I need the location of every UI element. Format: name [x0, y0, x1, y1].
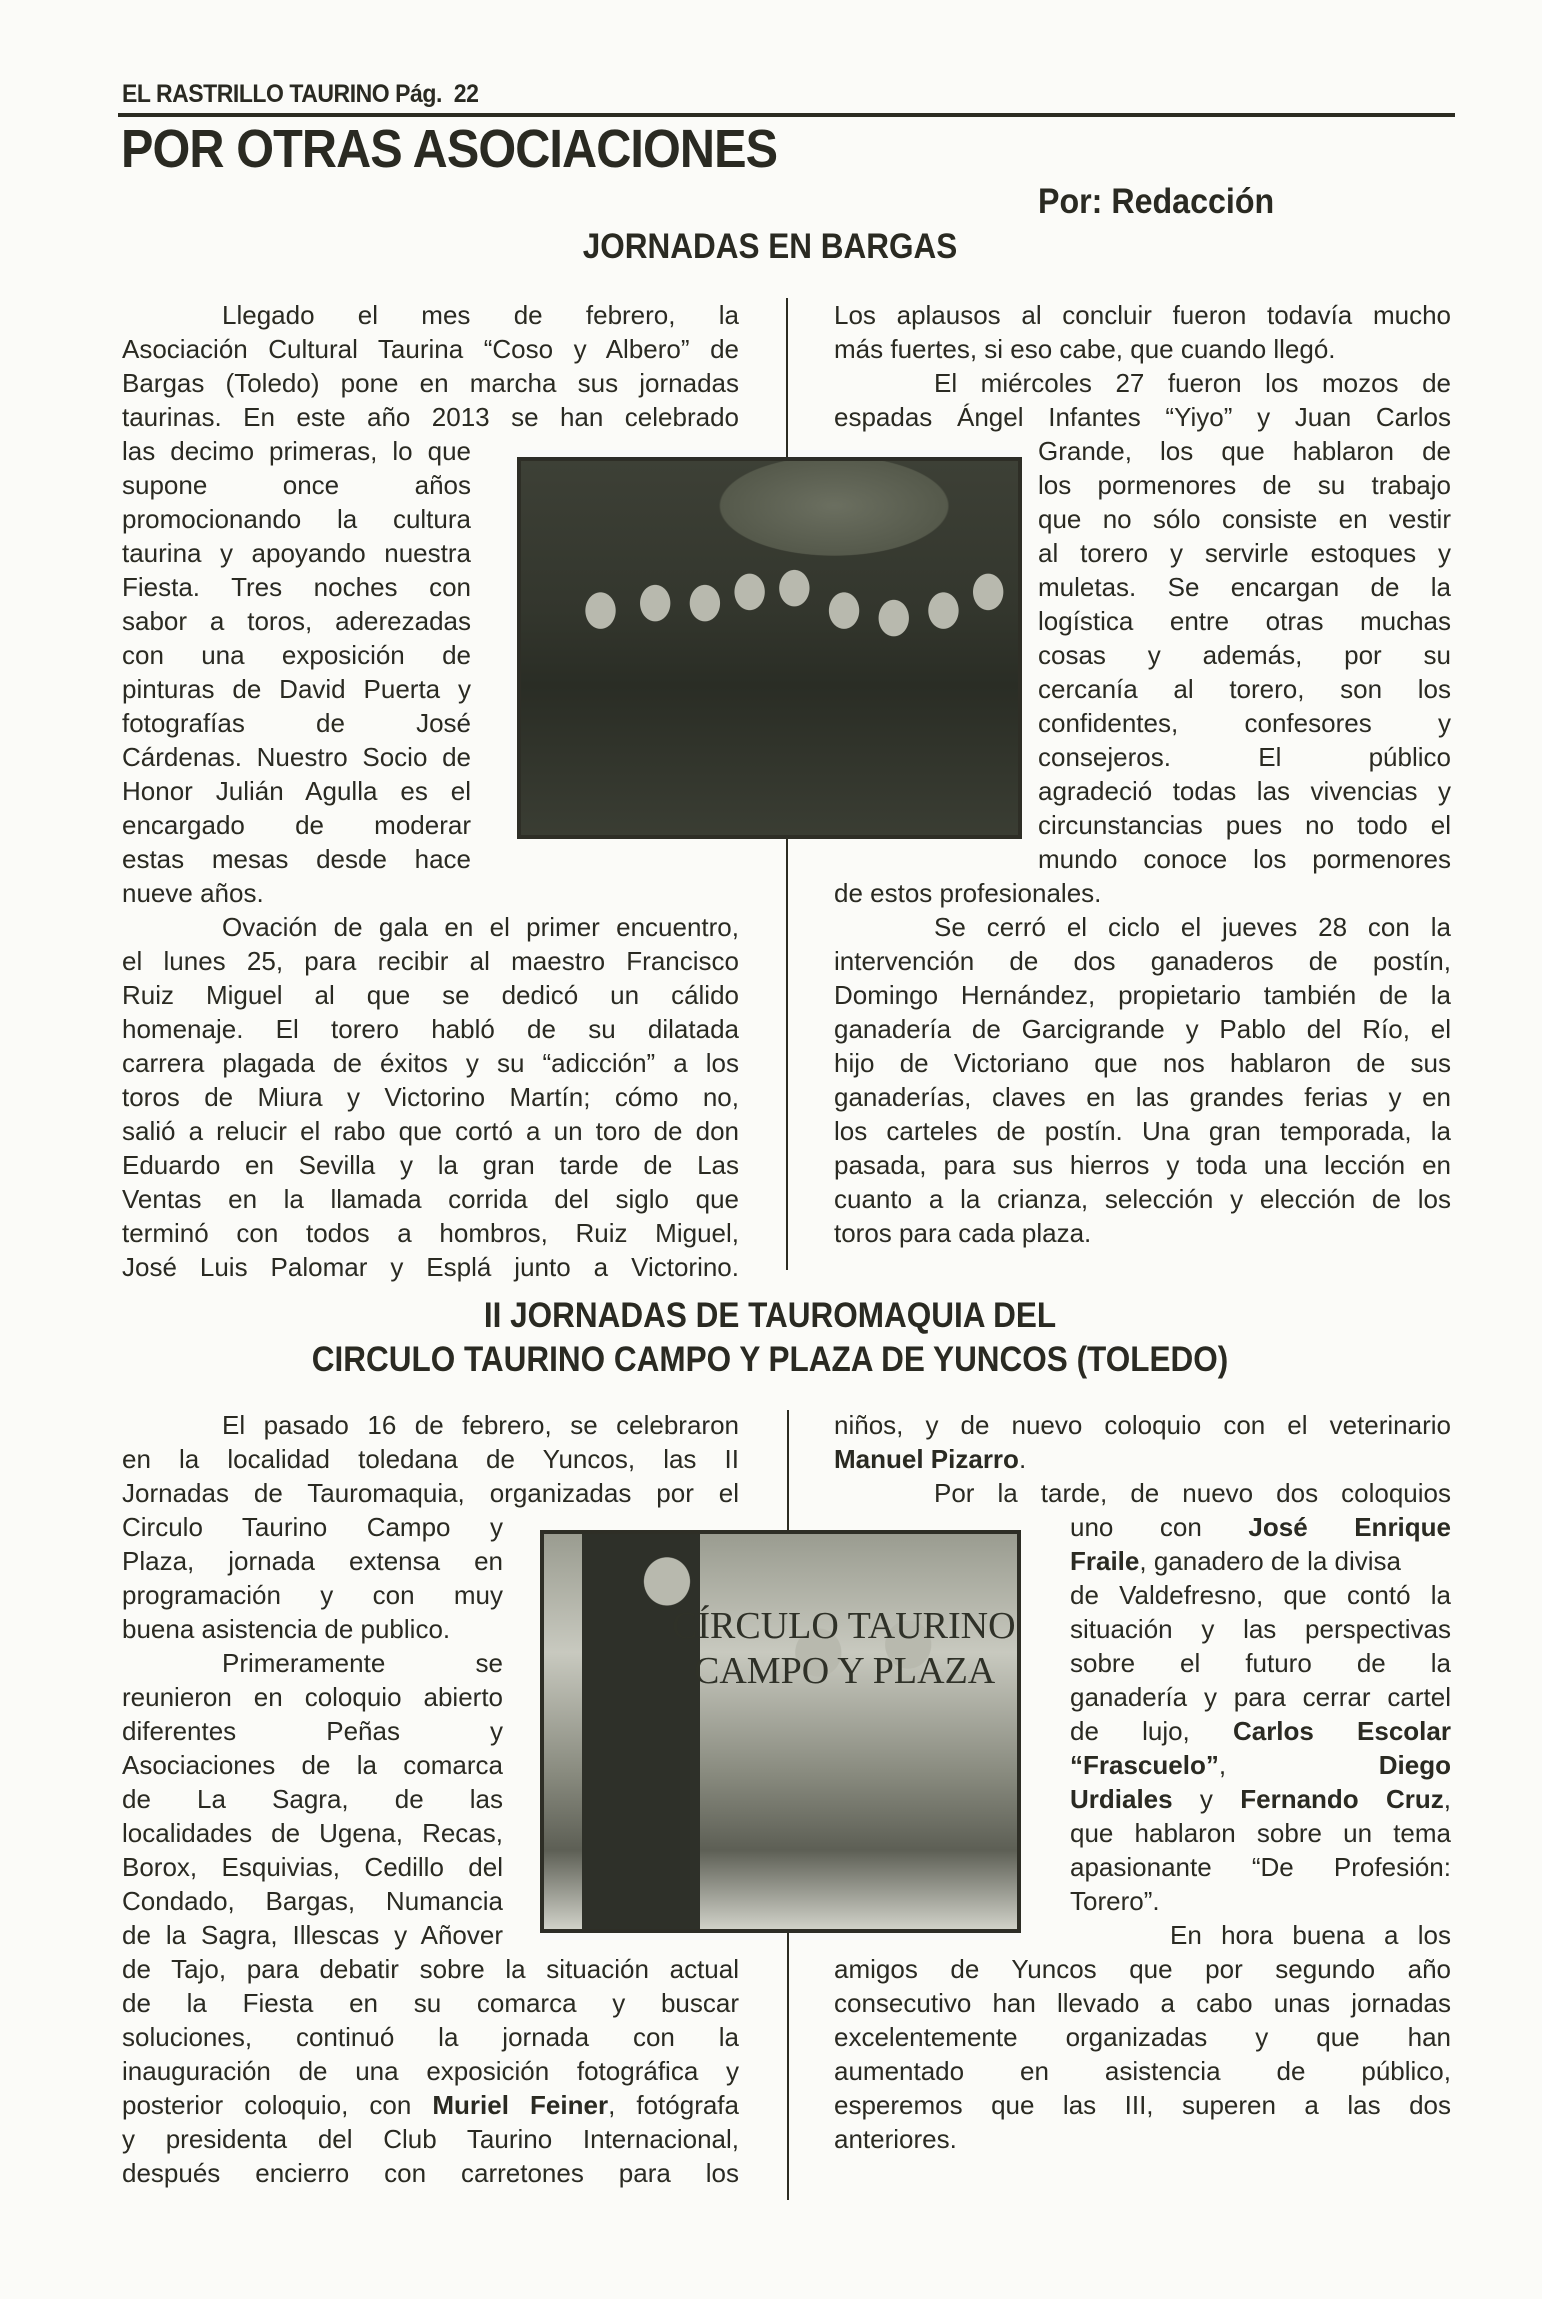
text-line: José Luis Palomar y Esplá junto a Victorino. [122, 1252, 739, 1282]
text-line: Grande, los que hablaron de [1038, 436, 1451, 466]
text-line: cercanía al torero, son los [1038, 674, 1451, 704]
text-line: circunstancias pues no todo el [1038, 810, 1451, 840]
bold-name: José Enrique [1248, 1512, 1452, 1542]
text-line: Jornadas de Tauromaquia, organizadas por el [122, 1478, 739, 1508]
text-line: Bargas (Toledo) pone en marcha sus jornadas [122, 368, 739, 398]
text-line: intervención de dos ganaderos de postín, [834, 946, 1451, 976]
text-line: los carteles de postín. Una gran temporada, la [834, 1116, 1451, 1146]
text-line: toros de Miura y Victorino Martín; cómo no, [122, 1082, 739, 1112]
text-line: nueve años. [122, 878, 264, 908]
text-line: situación y las perspectivas [1070, 1614, 1451, 1644]
text-line: apasionante “De Profesión: [1070, 1852, 1451, 1882]
text-line [1070, 1510, 1451, 1544]
text-line: mundo conoce los pormenores [1038, 844, 1451, 874]
photo-group-award-bargas [517, 457, 1022, 839]
text-line: pasada, para sus hierros y toda una lección en [834, 1150, 1451, 1180]
text-fragment: , ganadero de la divisa [1139, 1546, 1401, 1576]
text-line [834, 1442, 1451, 1476]
bold-name: “Frascuelo” [1070, 1750, 1219, 1780]
publication-name: EL RASTRILLO TAURINO [122, 80, 390, 108]
text-line: de la Sagra, Illescas y Añover [122, 1920, 503, 1950]
text-line: Cárdenas. Nuestro Socio de [122, 742, 471, 772]
text-line: soluciones, continuó la jornada con la [122, 2022, 739, 2052]
text-line: Ovación de gala en el primer encuentro, [222, 912, 739, 942]
text-line: programación y con muy [122, 1580, 503, 1610]
text-line: cuanto a la crianza, selección y elección de los [834, 1184, 1451, 1214]
text-line: promocionando la cultura [122, 504, 471, 534]
text-line: Domingo Hernández, propietario también de la [834, 980, 1451, 1010]
text-line: Ventas en la llamada corrida del siglo que [122, 1184, 739, 1214]
text-line: aumentado en asistencia de público, [834, 2056, 1451, 2086]
article2-headline-line1: II JORNADAS DE TAUROMAQUIA DEL [483, 1296, 1057, 1335]
text-line: Condado, Bargas, Numancia [122, 1886, 503, 1916]
text-line: y presidenta del Club Taurino Internacional, [122, 2124, 739, 2154]
article2-headline-line2: CIRCULO TAURINO CAMPO Y PLAZA DE YUNCOS (TOLEDO) [311, 1340, 1229, 1379]
text-line: Los aplausos al concluir fueron todavía mucho [834, 300, 1451, 330]
bold-name: Muriel Feiner [432, 2090, 609, 2120]
byline: Por: Redacción [1038, 182, 1275, 221]
text-line: taurina y apoyando nuestra [122, 538, 471, 568]
text-line: Llegado el mes de febrero, la [222, 300, 739, 330]
text-fragment: de lujo, [1070, 1716, 1233, 1746]
text-line: salió a relucir el rabo que cortó a un toro de don [122, 1116, 739, 1146]
text-line: las decimo primeras, lo que [122, 436, 471, 466]
text-line: ganaderías, claves en las grandes ferias y en [834, 1082, 1451, 1112]
text-line: amigos de Yuncos que por segundo año [834, 1954, 1451, 1984]
text-line: de Tajo, para debatir sobre la situación actual [122, 1954, 739, 1984]
text-line: Asociaciones de la comarca [122, 1750, 503, 1780]
text-line: excelentemente organizadas y que han [834, 2022, 1451, 2052]
text-line: Plaza, jornada extensa en [122, 1546, 503, 1576]
text-line: logística entre otras muchas [1038, 606, 1451, 636]
bold-name: Manuel Pizarro [834, 1444, 1019, 1474]
text-line: homenaje. El torero habló de su dilatada [122, 1014, 739, 1044]
text-line: agradeció todas las vivencias y [1038, 776, 1451, 806]
text-line: de Valdefresno, que contó la [1070, 1580, 1451, 1610]
text-line: El pasado 16 de febrero, se celebraron [222, 1410, 739, 1440]
text-line: encargado de moderar [122, 810, 471, 840]
text-line: Primeramente se [222, 1648, 503, 1678]
text-line: carrera plagada de éxitos y su “adicción” a los [122, 1048, 739, 1078]
text-line: más fuertes, si eso cabe, que cuando llegó. [834, 334, 1336, 364]
text-line: después encierro con carretones para los [122, 2158, 739, 2188]
text-line [1070, 1748, 1451, 1782]
text-line: los pormenores de su trabajo [1038, 470, 1451, 500]
text-line: sobre el futuro de la [1070, 1648, 1451, 1678]
text-line: Por la tarde, de nuevo dos coloquios [934, 1478, 1451, 1508]
text-line: sabor a toros, aderezadas [122, 606, 471, 636]
text-fragment: uno con [1070, 1512, 1249, 1542]
bold-name: Fraile [1070, 1546, 1140, 1576]
text-line: con una exposición de [122, 640, 471, 670]
text-line: el lunes 25, para recibir al maestro Francisco [122, 946, 739, 976]
text-line: de estos profesionales. [834, 878, 1102, 908]
text-line [1070, 1714, 1451, 1748]
text-line: localidades de Ugena, Recas, [122, 1818, 503, 1848]
text-fragment: . [1018, 1444, 1027, 1474]
text-line: confidentes, confesores y [1038, 708, 1451, 738]
text-line: Honor Julián Agulla es el [122, 776, 471, 806]
bold-name: Urdiales [1070, 1784, 1173, 1814]
page-number: 22 [453, 80, 479, 108]
article1-headline: JORNADAS EN BARGAS [582, 227, 958, 266]
text-line: al torero y servirle estoques y [1038, 538, 1451, 568]
text-line: pinturas de David Puerta y [122, 674, 471, 704]
text-fragment: y [1172, 1784, 1241, 1814]
text-line: fotografías de José [122, 708, 471, 738]
text-line: anteriores. [834, 2124, 957, 2154]
text-line: en la localidad toledana de Yuncos, las II [122, 1444, 739, 1474]
text-fragment: , fotógrafa [608, 2090, 739, 2120]
text-line: niños, y de nuevo coloquio con el veterinario [834, 1410, 1451, 1440]
text-line: buena asistencia de publico. [122, 1614, 451, 1644]
text-line: que no sólo consiste en vestir [1038, 504, 1451, 534]
section-title: POR OTRAS ASOCIACIONES [121, 119, 778, 179]
text-line: Torero”. [1070, 1886, 1160, 1916]
text-line: Se cerró el ciclo el jueves 28 con la [934, 912, 1451, 942]
text-fragment: , [1443, 1784, 1451, 1814]
photo-sign-line1: CÍRCULO TAURINO [672, 1605, 1016, 1647]
text-line: ganadería de Garcigrande y Pablo del Río, el [834, 1014, 1451, 1044]
text-line: inauguración de una exposición fotográfica y [122, 2056, 739, 2086]
header-rule [118, 113, 1455, 117]
text-line: hijo de Victoriano que nos hablaron de sus [834, 1048, 1451, 1078]
bold-name: Carlos Escolar [1232, 1716, 1451, 1746]
text-line: Eduardo en Sevilla y la gran tarde de Las [122, 1150, 739, 1180]
text-fragment: , [1218, 1750, 1227, 1780]
text-line [122, 2088, 739, 2122]
text-line: muletas. Se encargan de la [1038, 572, 1451, 602]
text-line: Ruiz Miguel al que se dedicó un cálido [122, 980, 739, 1010]
text-line: ganadería y para cerrar cartel [1070, 1682, 1451, 1712]
text-line: Circulo Taurino Campo y [122, 1512, 503, 1542]
text-line: que hablaron sobre un tema [1070, 1818, 1451, 1848]
text-line: supone once años [122, 470, 471, 500]
text-line: El miércoles 27 fueron los mozos de [934, 368, 1451, 398]
text-fragment: posterior coloquio, con [122, 2090, 433, 2120]
text-line: espadas Ángel Infantes “Yiyo” y Juan Carlos [834, 402, 1451, 432]
text-line: taurinas. En este año 2013 se han celebrado [122, 402, 739, 432]
text-line: cosas y además, por su [1038, 640, 1451, 670]
text-line: Fiesta. Tres noches con [122, 572, 471, 602]
bold-name: Fernando Cruz [1240, 1784, 1444, 1814]
text-line: de La Sagra, de las [122, 1784, 503, 1814]
text-line: toros para cada plaza. [834, 1218, 1092, 1248]
text-line: consecutivo han llevado a cabo unas jornadas [834, 1988, 1451, 2018]
page-label: Pág. [395, 80, 442, 108]
text-line: terminó con todos a hombros, Ruiz Miguel, [122, 1218, 739, 1248]
text-line: reunieron en coloquio abierto [122, 1682, 503, 1712]
text-line [1070, 1782, 1451, 1816]
photo-trophy-presentation-yuncos [540, 1530, 1021, 1933]
text-line [1070, 1544, 1451, 1578]
text-line: En hora buena a los [1170, 1920, 1451, 1950]
running-header [122, 80, 478, 109]
text-line: estas mesas desde hace [122, 844, 471, 874]
bold-name: Diego [1378, 1750, 1451, 1780]
text-line: Borox, Esquivias, Cedillo del [122, 1852, 503, 1882]
text-line: diferentes Peñas y [122, 1716, 503, 1746]
photo-sign-line2: CAMPO Y PLAZA [694, 1650, 996, 1692]
text-line: esperemos que las III, superen a las dos [834, 2090, 1451, 2120]
text-line: Asociación Cultural Taurina “Coso y Albero” de [122, 334, 739, 364]
text-line: de la Fiesta en su comarca y buscar [122, 1988, 739, 2018]
text-line: consejeros. El público [1038, 742, 1451, 772]
